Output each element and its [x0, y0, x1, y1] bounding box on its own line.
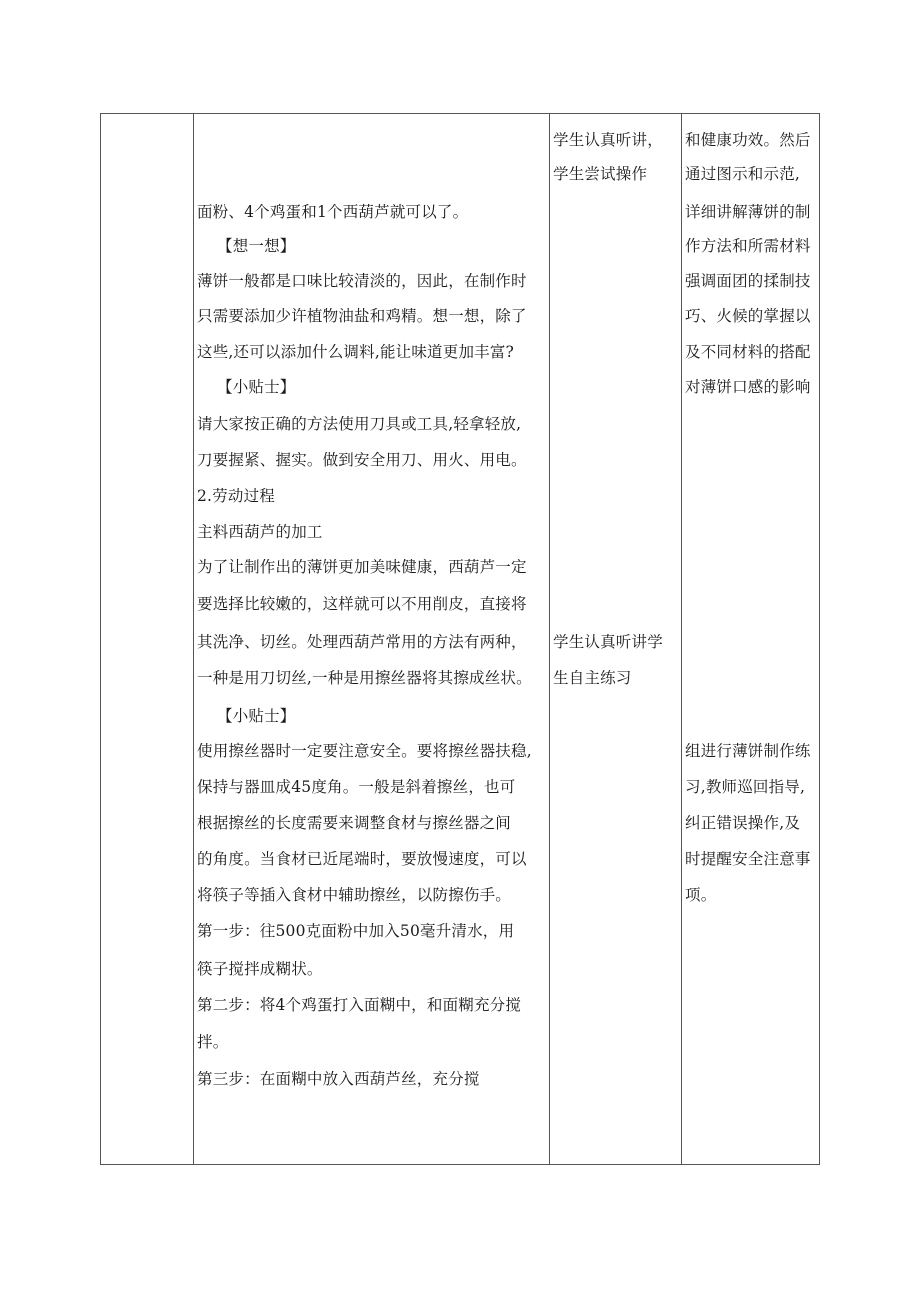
content-line: 使用擦丝器时一定要注意安全。要将擦丝器扶稳, — [197, 742, 532, 760]
column-divider-3 — [681, 114, 682, 1164]
teaching-content-column — [197, 114, 549, 1164]
student-line: 生自主练习 — [553, 669, 632, 687]
column-divider-2 — [549, 114, 550, 1164]
student-line: 学生尝试操作 — [553, 165, 648, 183]
content-line: 的角度。当食材已近尾端时，要放慢速度，可以 — [197, 850, 527, 868]
design-intent-column — [685, 114, 819, 1164]
content-line: 刀要握紧、握实。做到安全用刀、用火、用电。 — [197, 451, 527, 469]
content-line: 面粉、4个鸡蛋和1个西葫芦就可以了。 — [197, 203, 469, 221]
step-line: 第一步：往500克面粉中加入50毫升清水，用 — [197, 922, 515, 940]
content-line: 这些,还可以添加什么调料,能让味道更加丰富? — [197, 343, 515, 361]
design-line: 项。 — [685, 886, 717, 904]
design-line: 作方法和所需材料 — [685, 237, 811, 255]
step-line: 筷子搅拌成糊状。 — [197, 960, 323, 978]
design-line: 通过图示和示范, — [685, 165, 801, 183]
design-line: 纠正错误操作,及 — [685, 814, 801, 832]
content-line: 主料西葫芦的加工 — [197, 523, 323, 541]
tips-heading: 【小贴士】 — [217, 378, 296, 396]
student-line: 学生认真听讲学 — [553, 633, 663, 651]
content-line: 其洗净、切丝。处理西葫芦常用的方法有两种， — [197, 633, 527, 651]
section-heading: 2.劳动过程 — [197, 487, 275, 505]
lesson-plan-table — [100, 113, 820, 1165]
design-line: 及不同材料的搭配 — [685, 343, 811, 361]
design-line: 对薄饼口感的影响 — [685, 378, 811, 396]
design-line: 强调面团的揉制技 — [685, 272, 811, 290]
content-line: 一种是用刀切丝,一种是用擦丝器将其擦成丝状。 — [197, 669, 532, 687]
content-line: 根据擦丝的长度需要来调整食材与擦丝器之间 — [197, 814, 512, 832]
step-line: 第三步：在面糊中放入西葫芦丝，充分搅 — [197, 1070, 480, 1088]
content-line: 将筷子等插入食材中辅助擦丝，以防擦伤手。 — [197, 886, 512, 904]
design-line: 详细讲解薄饼的制 — [685, 203, 811, 221]
step-line: 拌。 — [197, 1033, 229, 1051]
design-line: 习,教师巡回指导, — [685, 778, 806, 796]
content-line: 要选择比较嫩的，这样就可以不用削皮，直接将 — [197, 595, 527, 613]
design-line: 和健康功效。然后 — [685, 131, 811, 149]
step-line: 第二步：将4个鸡蛋打入面糊中，和面糊充分搅 — [197, 996, 522, 1014]
design-line: 时提醒安全注意事 — [685, 850, 811, 868]
content-line: 为了让制作出的薄饼更加美味健康，西葫芦一定 — [197, 558, 527, 576]
student-line: 学生认真听讲， — [553, 131, 663, 149]
student-activity-column — [553, 114, 679, 1164]
content-line: 只需要添加少许植物油盐和鸡精。想一想，除了 — [197, 307, 527, 325]
content-line: 请大家按正确的方法使用刀具或工具,轻拿轻放, — [197, 415, 522, 433]
content-line: 保持与器皿成45度角。一般是斜着擦丝，也可 — [197, 778, 516, 796]
design-line: 组进行薄饼制作练 — [685, 742, 811, 760]
think-heading: 【想一想】 — [217, 237, 296, 255]
tips-heading: 【小贴士】 — [217, 707, 296, 725]
content-line: 薄饼一般都是口味比较清淡的，因此，在制作时 — [197, 272, 527, 290]
design-line: 巧、火候的掌握以 — [685, 307, 811, 325]
column-divider-1 — [193, 114, 194, 1164]
